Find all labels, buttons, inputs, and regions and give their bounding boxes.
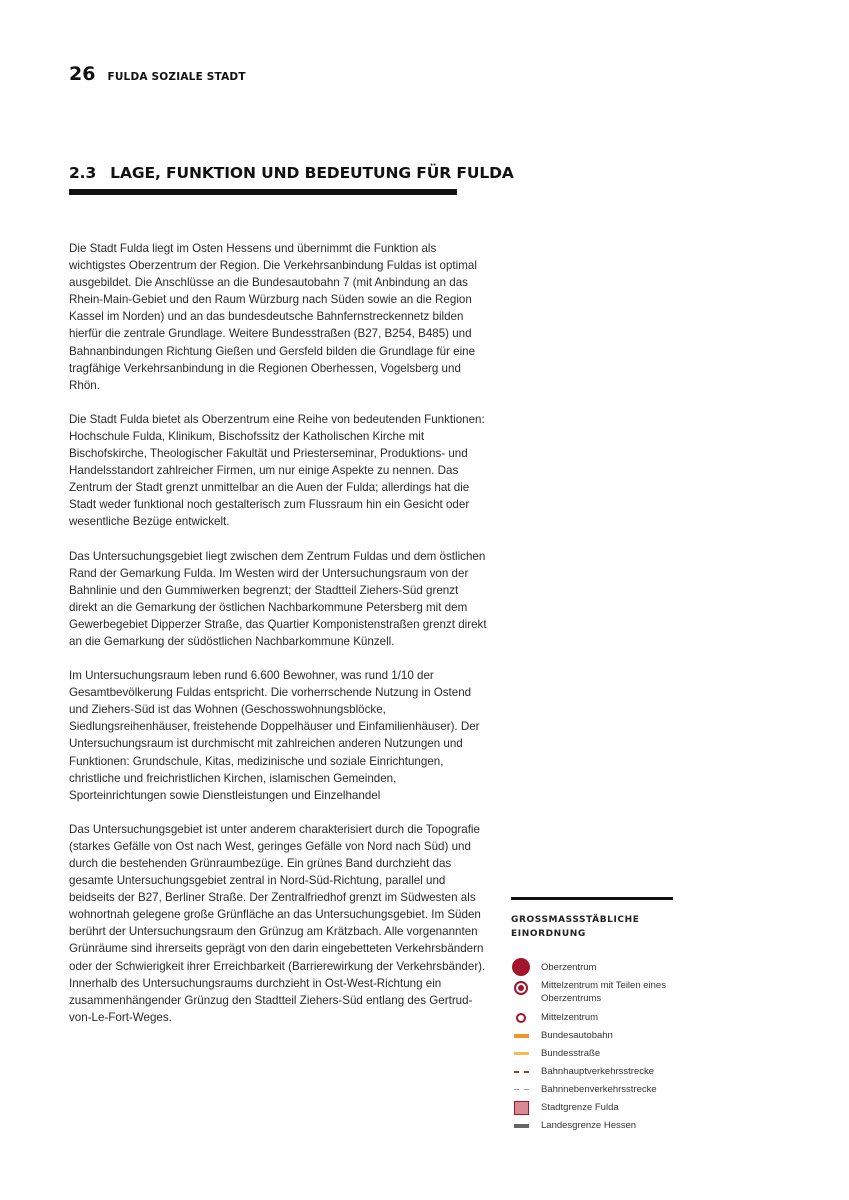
legend-label: Mittelzentrum mit Teilen eines Oberzentrums: [541, 979, 666, 1004]
legend-label: Bundesautobahn: [541, 1029, 613, 1041]
legend-title-line: EINORDNUNG: [511, 929, 586, 939]
legend-label: Stadtgrenze Fulda: [541, 1101, 619, 1113]
legend-item: [511, 958, 673, 975]
title-underline: [69, 189, 457, 195]
paragraph: Im Untersuchungsraum leben rund 6.600 Bewohner, was rund 1/10 der Gesamtbevölkerung Fuldas entspricht. Die vorherrschende Nutzung in Ostend und Ziehers-Süd ist das Wohnen (Geschosswohnungsblöcke, Siedlungsreihenhäuser, freistehende Doppelhäuser und Einfamilienhäuser). Der Untersuchungsraum ist durchmischt mit zahlreichen anderen Nutzungen und Funktionen: Grundschule, Kitas, medizinische und soziale Einrichtungen, christliche und freichristlichen Kirchen, islamischen Gemeinden, Sporteinrichtungen sowie Dienstleistungen und Einzelhandel: [69, 669, 480, 802]
body-text: [69, 240, 487, 1043]
section-title: [69, 164, 514, 182]
small-red-ring-icon: [516, 1013, 526, 1023]
paragraph: Die Stadt Fulda bietet als Oberzentrum eine Reihe von bedeutenden Funktionen: Hochschule Fulda, Klinikum, Bischofssitz der Katholischen Kirche mit Bischofskirche, Theologischer Fakultät und Priesterseminar, Produktions- und Handelsstandort zahlreicher Firmen, um nur einige Aspekte zu nennen. Das Zentrum der Stadt grenzt unmittelbar an die Auen der Fulda; allerdings hat die Stadt weder funktional noch gestalterisch zum Flussraum hin ein Gesicht oder wesentliche Bezüge entwickelt.: [69, 412, 485, 529]
red-ring-dot-icon: [514, 981, 528, 995]
legend-item: [511, 1011, 673, 1025]
legend-label: Bundesstraße: [541, 1047, 601, 1059]
orange-bar-icon: [514, 1034, 529, 1038]
legend-title-line: GROSSMASSSTÄBLICHE: [511, 915, 640, 925]
light-orange-bar-icon: [514, 1052, 529, 1055]
section-title-text: LAGE, FUNKTION UND BEDEUTUNG FÜR FULDA: [110, 164, 514, 182]
legend-item: [511, 1083, 673, 1097]
page-header: [69, 63, 246, 85]
pink-box-icon: [514, 1101, 529, 1115]
legend-label: Bahnnebenverkehrsstrecke: [541, 1083, 657, 1095]
gray-dash-icon: [514, 1089, 529, 1091]
legend-label: Mittelzentrum: [541, 1011, 599, 1023]
large-red-dot-icon: [512, 958, 530, 976]
legend-label: Landesgrenze Hessen: [541, 1119, 637, 1131]
legend-item: [511, 1029, 673, 1043]
legend-rule: [511, 897, 673, 900]
legend-label: Oberzentrum: [541, 962, 597, 973]
paragraph: Das Untersuchungsgebiet liegt zwischen dem Zentrum Fuldas und dem östlichen Rand der Gemarkung Fulda. Im Westen wird der Untersuchungsraum von der Bahnlinie und den Gummiwerken begrenzt; der Stadtteil Ziehers-Süd grenzt direkt an die Gemarkung der östlichen Nachbarkommune Petersberg mit dem Gewerbegebiet Dipperzer Straße, das Quartier Komponistenstraßen grenzt direkt an die Gemarkung der südöstlichen Nachbarkommune Künzell.: [69, 549, 487, 648]
legend-item: [511, 1101, 673, 1115]
map-legend: [511, 897, 673, 1137]
paragraph: Das Untersuchungsgebiet ist unter anderem charakterisiert durch die Topografie (starkes Gefälle von Ost nach West, geringes Gefälle von Nord nach Süd) und durch die bestehenden Grünraumbezüge. Ein grünes Band durchzieht das gesamte Untersuchungsgebiet zentral in Nord-Süd-Richtung, parallel und beidseits der B27, Berliner Straße. Der Zentralfriedhof grenzt im Südwesten als wohnortnah gelegene große Grünfläche an das Untersuchungsgebiet. Im Süden berührt der Untersuchungsraum den Grünzug am Krätzbach. Alle vorgenannten Grünräume sind ihrerseits geprägt von den darin eingebetteten Verkehrsbändern oder der Schwierigkeit ihrer Erreichbarkeit (Barrierewirkung der Verkehrsbänder). Innerhalb des Untersuchungsraums durchzieht in Ost-West-Richtung ein zusammenhängender Grünzug den Stadtteil Ziehers-Süd entlang des Gertrud-von-Le-Fort-Weges.: [69, 822, 486, 1024]
gray-bar-icon: [514, 1124, 529, 1128]
legend-title: [511, 913, 673, 941]
section-heading: [69, 164, 514, 195]
paragraph: Die Stadt Fulda liegt im Osten Hessens und übernimmt die Funktion als wichtigstes Oberzentrum der Region. Die Verkehrsanbindung Fuldas ist optimal ausgebildet. Die Anschlüsse an die Bundesautobahn 7 (mit Anbindung an das Rhein-Main-Gebiet und den Raum Würzburg nach Süden sowie an die Region Kassel im Norden) und an das bundesdeutsche Bahnfernstreckennetz bilden hierfür die zentrale Grundlage. Weitere Bundesstraßen (B27, B254, B485) und Bahnanbindungen Richtung Gießen und Gersfeld bilden die Grundlage für eine tragfähige Verkehrsanbindung in die Regionen Oberhessen, Vogelsberg und Rhön.: [69, 242, 477, 392]
legend-item: [511, 979, 673, 1006]
page-number: 26: [69, 63, 96, 85]
legend-item: [511, 1065, 673, 1079]
legend-item: [511, 1119, 673, 1133]
section-number: 2.3: [69, 164, 97, 182]
brown-dash-icon: [514, 1071, 529, 1073]
running-title: FULDA SOZIALE STADT: [107, 71, 246, 83]
legend-item: [511, 1047, 673, 1061]
legend-label: Bahnhauptverkehrsstrecke: [541, 1065, 655, 1077]
